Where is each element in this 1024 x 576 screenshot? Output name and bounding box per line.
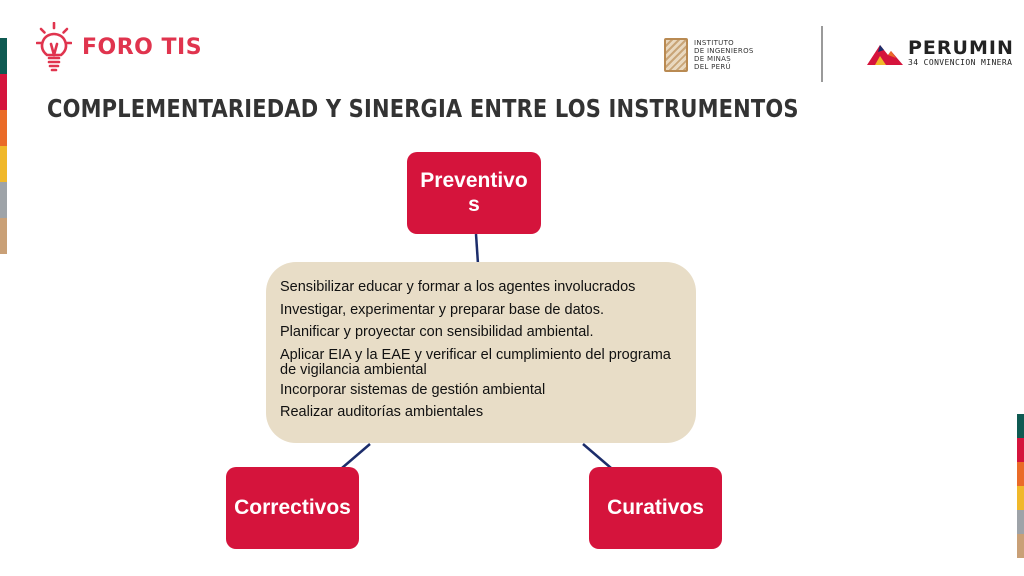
connector-preventivos: [476, 234, 478, 264]
node-curativos-label: Curativos: [607, 496, 704, 519]
center-actions-list: [280, 280, 676, 420]
center-actions-box: [266, 262, 696, 443]
node-preventivos-label: Preventivos: [420, 169, 528, 216]
perumin-subtitle: 34 CONVENCION MINERA: [908, 58, 1013, 67]
iim-name: INSTITUTO DE INGENIEROS DE MINAS DEL PERÚ: [694, 39, 754, 71]
list-item: Incorporar sistemas de gestión ambiental: [280, 381, 546, 398]
brand-name: FORO TIS: [82, 34, 203, 60]
connector-curativos: [583, 444, 611, 468]
list-item: Investigar, experimentar y preparar base de datos.: [280, 301, 605, 318]
node-correctivos-label: Correctivos: [234, 496, 351, 519]
list-item: Sensibilizar educar y formar a los agentes involucrados: [280, 279, 636, 295]
node-curativos: [589, 467, 722, 549]
slide-title: COMPLEMENTARIEDAD Y SINERGIA ENTRE LOS INSTRUMENTOS: [47, 94, 799, 123]
node-correctivos: [226, 467, 359, 549]
node-preventivos: [407, 152, 541, 234]
list-item: Planificar y proyectar con sensibilidad ambiental.: [280, 324, 594, 340]
list-item: Realizar auditorías ambientales: [280, 404, 484, 420]
connector-correctivos: [342, 444, 370, 468]
list-item: Aplicar EIA y la EAE y verificar el cumplimiento del programa de vigilancia ambiental: [280, 346, 671, 378]
perumin-name: PERUMIN: [908, 37, 1014, 59]
